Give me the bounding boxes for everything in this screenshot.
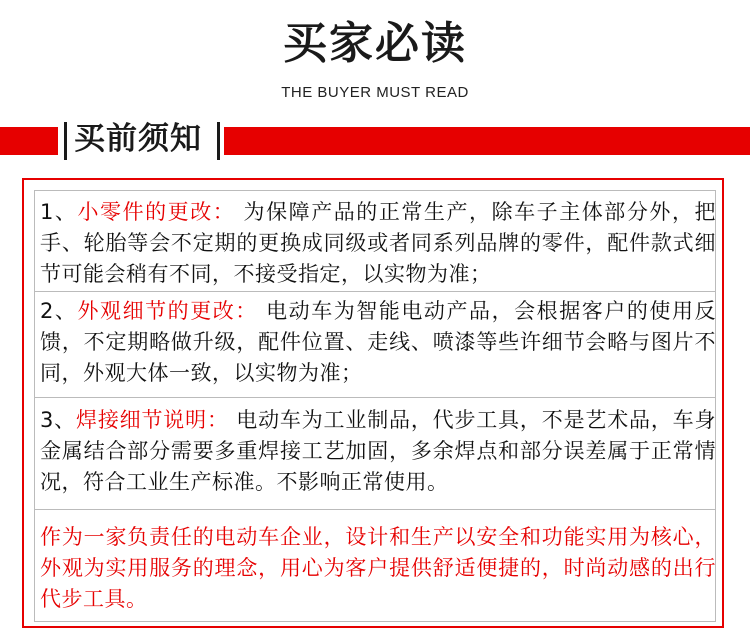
divider: [34, 291, 716, 292]
notice-item-body: 电动车为智能电动产品，会根据客户的使用反馈，不定期略做升级，配件位置、走线、喷漆等些许细节会略与图片不同，外观大体一致，以实物为准；: [40, 299, 717, 385]
section-bar-left: [0, 127, 58, 155]
notice-item-heading: 外观细节的更改：: [77, 299, 258, 323]
notice-item-heading: 小零件的更改：: [77, 200, 236, 224]
divider: [34, 397, 716, 398]
notice-item-body: 电动车为工业制品，代步工具，不是艺术品，车身金属结合部分需要多重焊接工艺加固，多余焊点和部分误差属于正常情况，符合工业生产标准。不影响正常使用。: [40, 408, 716, 494]
section-bar-right: [224, 127, 750, 155]
section-label: 买前须知: [74, 121, 202, 157]
closing-statement: 作为一家负责任的电动车企业，设计和生产以安全和功能实用为核心，外观为实用服务的理念，用心为客户提供舒适便捷的，时尚动感的出行代步工具。: [40, 525, 716, 611]
notice-item-number: 1、: [40, 200, 78, 224]
section-bar-tick-right: [217, 122, 220, 160]
page-subtitle: THE BUYER MUST READ: [281, 84, 469, 101]
notice-item-number: 3、: [40, 408, 77, 432]
notice-item-number: 2、: [40, 299, 78, 323]
notice-item-heading: 焊接细节说明：: [76, 408, 229, 432]
notice-item-2: [40, 296, 716, 389]
notice-item-body: 为保障产品的正常生产，除车子主体部分外，把手、轮胎等会不定期的更换成同级或者同系列品牌的零件，配件款式细节可能会稍有不同，不接受指定，以实物为准；: [40, 200, 717, 286]
section-bar-tick-left: [64, 122, 67, 160]
notice-item-3: [40, 405, 716, 498]
notice-item-1: [40, 197, 716, 290]
page-title: 买家必读: [283, 18, 467, 69]
divider: [34, 509, 716, 510]
